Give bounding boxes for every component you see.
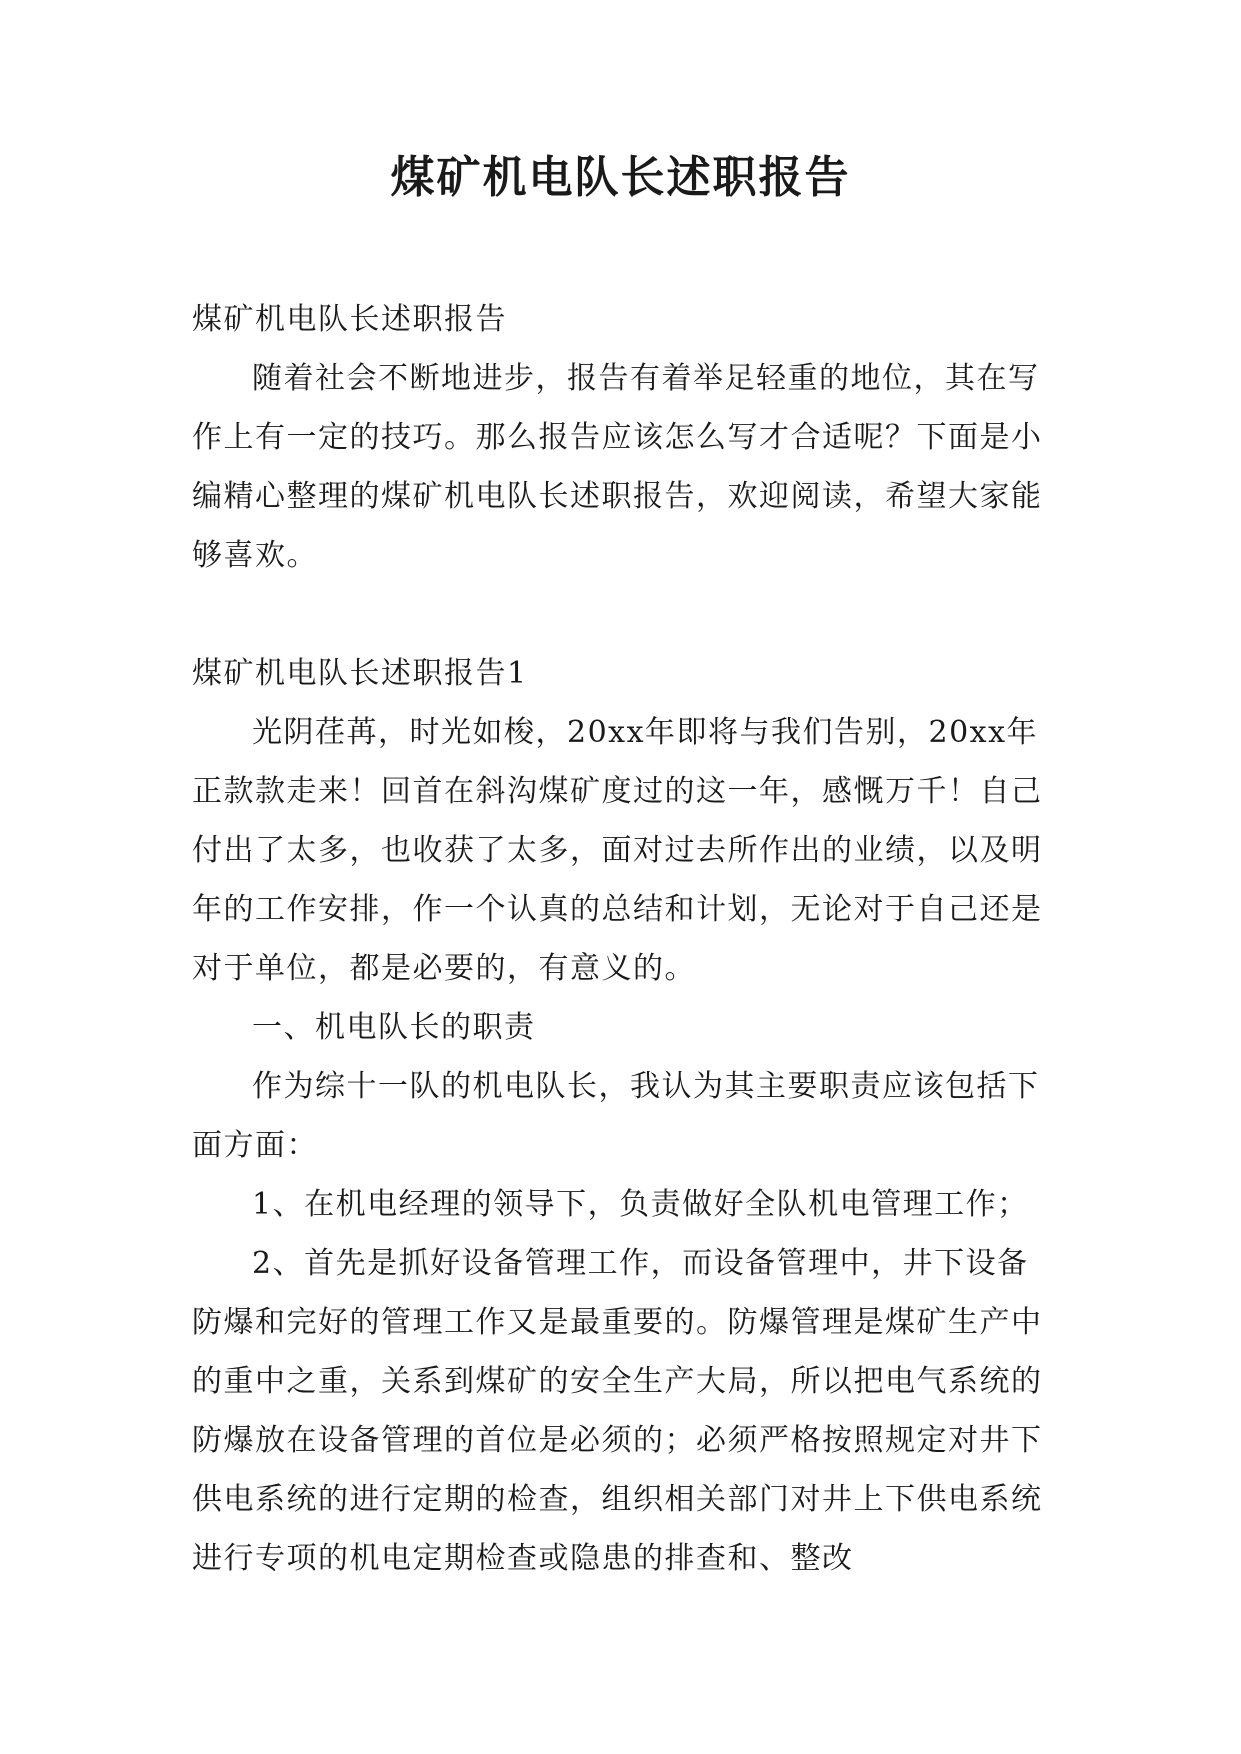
body-paragraph: 作为综十一队的机电队长，我认为其主要职责应该包括下面方面： (192, 1069, 1040, 1163)
section-heading: 煤矿机电队长述职报告1 (192, 656, 528, 691)
document-subtitle: 煤矿机电队长述职报告 (192, 302, 507, 337)
intro-paragraph: 随着社会不断地进步，报告有着举足轻重的地位，其在写作上有一定的技巧。那么报告应该怎么写才合适呢？下面是小编精心整理的煤矿机电队长述职报告，欢迎阅读，希望大家能够喜欢。 (192, 361, 1043, 573)
document-title: 煤矿机电队长述职报告 (390, 152, 851, 203)
list-item: 2、首先是抓好设备管理工作，而设备管理中，井下设备防爆和完好的管理工作又是最重要的。防爆管理是煤矿生产中的重中之重，关系到煤矿的安全生产大局，所以把电气系统的防爆放在设备管理的首位是必须的；必须严格按照规定对井下供电系统的进行定期的检查，组织相关部门对井上下供电系统进行专项的机电定期检查或隐患的排查和、整改 (192, 1246, 1043, 1576)
body-paragraph: 光阴荏苒，时光如梭，20xx年即将与我们告别，20xx年正款款走来！回首在斜沟煤矿度过的这一年，感慨万千！自己付出了太多，也收获了太多，面对过去所作出的业绩，以及明年的工作安排，作一个认真的总结和计划，无论对于自己还是对于单位，都是必要的，有意义的。 (192, 715, 1043, 986)
duty-heading: 一、机电队长的职责 (252, 1010, 536, 1045)
list-item: 1、在机电经理的领导下，负责做好全队机电管理工作； (252, 1187, 1029, 1222)
document-body (192, 290, 1054, 1588)
paragraph-gap (192, 585, 1054, 644)
